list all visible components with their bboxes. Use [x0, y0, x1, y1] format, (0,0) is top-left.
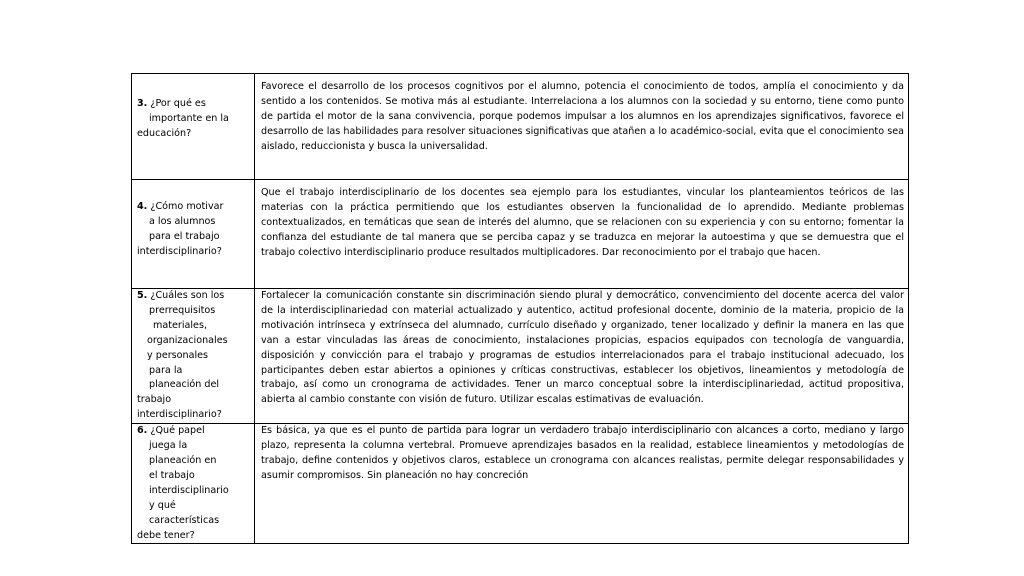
question-text: prerrequisitos [149, 304, 216, 316]
question-text: ¿Por qué es [150, 98, 206, 109]
question-text: debe tener? [137, 529, 195, 541]
question-cell [132, 424, 255, 544]
question-number: 4. [137, 201, 148, 212]
question-number: 3. [137, 98, 148, 109]
question-text: y qué [149, 499, 176, 511]
table-row [132, 289, 909, 424]
question-text: juega la [149, 440, 188, 452]
question-text: educación? [137, 127, 192, 139]
question-cell [132, 74, 255, 180]
answer-cell: Fortalecer la comunicación constante sin discriminación siendo plural y democrático, convencimiento del docente acerca del valor de la interdisciplinariedad con material actualizado y autentico, actitud profesional docente, dominio de la materia, propicio de la motivación intrínseca y extrínseca del alumnado, currículo diseñado y organizado, tener localizado y definir la manera en las que van a estar vinculadas las áreas de conocimiento, instalaciones propicias, espacios equipados con tecnología de vanguardia, disposición y convicción para el trabajo y programas de estudios interrelacionados para el trabajo institucional adecuado, los participantes deben estar abiertos a opiniones y críticas constructivas, establecer los objetivos, lineamientos y metodología de trabajo, así como un cronograma de actividades. Tener un marco conceptual sobre la interdisciplinariedad, actitud propositiva, abierta al cambio constante con visión de futuro. Utilizar escalas estimativas de evaluación. [255, 289, 909, 424]
answer-cell: Es básica, ya que es el punto de partida para lograr un verdadero trabajo interdisciplinario con alcances a corto, mediano y largo plazo, representa la columna vertebral. Promueve aprendizajes basados en la realidad, establece lineamientos y metodologías de trabajo, define contenidos y objetivos claros, establece un cronograma con alcances realistas, permite delegar responsabilidades y asumir compromisos. Sin planeación no hay concreción [255, 424, 909, 544]
question-text: características [149, 514, 220, 526]
question-text: a los alumnos [149, 215, 216, 227]
qa-table [131, 73, 909, 544]
question-text: trabajo [137, 394, 172, 406]
table-row [132, 424, 909, 544]
question-cell [132, 289, 255, 424]
question-text: ¿Cuáles son los [150, 290, 225, 301]
table-row [132, 180, 909, 289]
question-text: para el trabajo [149, 230, 220, 242]
question-text: interdisciplinario? [137, 409, 222, 421]
question-text: organizacionales [147, 334, 228, 346]
answer-cell: Que el trabajo interdisciplinario de los docentes sea ejemplo para los estudiantes, vincular los planteamientos teóricos de las materias con la práctica permitiendo que los estudiantes observen la funcionalidad de lo aprendido. Mediante problemas contextualizados, en temáticas que sean de interés del alumno, que se relacionen con su experiencia y con su entorno; fomentar la confianza del estudiante de tal manera que se perciba capaz y se traduzca en mejorar la autoestima y que se demuestra que el trabajo colectivo interdisciplinario produce resultados multiplicadores. Dar reconocimiento por el trabajo que hacen. [255, 180, 909, 289]
question-text: interdisciplinario [149, 484, 229, 496]
question-text: planeación del [149, 379, 220, 391]
question-text: materiales, [153, 319, 207, 331]
question-cell [132, 180, 255, 289]
question-text: para la [149, 364, 183, 376]
question-number: 5. [137, 290, 148, 301]
question-text: planeación en [149, 454, 217, 466]
question-text: ¿Cómo motivar [150, 201, 224, 212]
question-text: interdisciplinario? [137, 245, 222, 257]
table-row [132, 74, 909, 180]
question-text: ¿Qué papel [150, 425, 205, 437]
question-number: 6. [137, 425, 148, 437]
question-text: importante en la [149, 112, 229, 124]
answer-cell: Favorece el desarrollo de los procesos cognitivos por el alumno, potencia el conocimiento de todos, amplía el conocimiento y da sentido a los contenidos. Se motiva más al estudiante. Interrelaciona a los alumnos con la sociedad y su entorno, tiene como punto de partida el motor de la sana convivencia, porque podemos impulsar a los alumnos en los aprendizajes significativos, favorece el desarrollo de las habilidades para resolver situaciones significativas que atañen a lo académico-social, evita que el conocimiento sea aislado, reduccionista y busca la universalidad. [255, 74, 909, 180]
question-text: y personales [147, 349, 209, 361]
question-text: el trabajo [149, 469, 195, 481]
